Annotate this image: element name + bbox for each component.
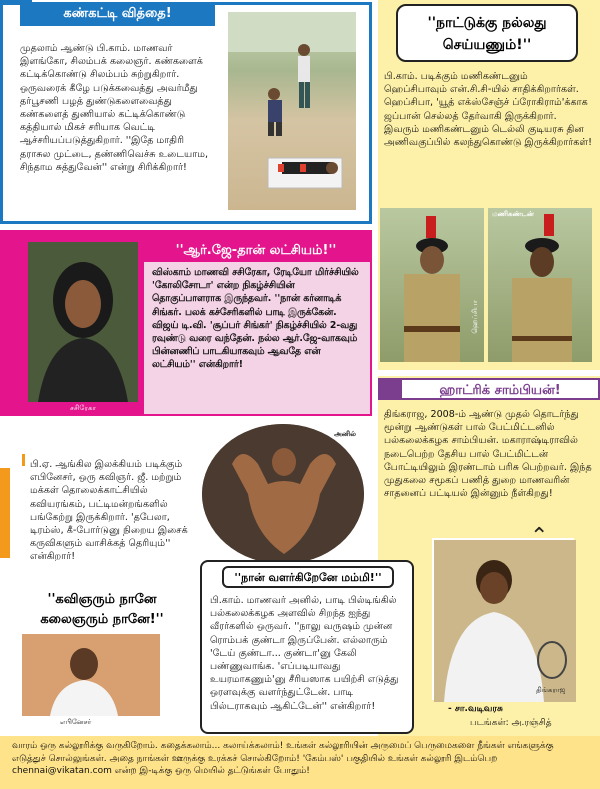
poet-body: பி.ஏ. ஆங்கில இலக்கியம் படிக்கும் எபினேசர், ஒரு கவிஞர். ஜீ. மற்றும் மக்கள் தொலைக்காட்சியில் கவியரங்கம், பட்டிமன்றங்களில் பங்கேற்று இருக்கிறார். 'தபேலா, டிரம்ஸ், கீ-போர்டுனு நிறைய இசைக் கருவிகளும் வாசிக்கத் தெரியும்'' என்கிறார்!	[30, 459, 188, 563]
bodybuilder-caption: அனில்	[334, 430, 356, 438]
cadet-boy-illustration	[488, 208, 592, 362]
bodybuilder-photo	[202, 424, 364, 564]
rj-body: விஸ்காம் மாணவி சசிரேகா, ரேடியோ மிர்ச்சியில் 'கோலிசோடா' என்ற நிகழ்ச்சியின் தொகுப்பாளராக இருந்தவர். ''நான் கர்னாடிக் சிங்கர். பலக் கச்சேரிகளில் பாடி இருக்கேன். விஜய் டி.வி. 'சூப்பர் சிங்கர்' நிகழ்ச்சியில் 2-வது ரவுண்டு வரை வந்தேன். நல்ல ஆர்.ஜே-வாகவும் பின்னணிப் பாடகியாகவும் ஆவதே என் லட்சியம்'' என்கிறார்!	[152, 267, 359, 371]
chevron-up-icon: ⌃	[530, 524, 549, 549]
poet-quote-mark-icon	[22, 454, 28, 466]
poet-quote: ''கவிஞரும் நானே கலைஞரும் நானே!''	[40, 592, 164, 627]
rj-woman-illustration	[28, 242, 138, 402]
bodybuilder-illustration	[202, 424, 364, 564]
ncc-caption-girl: ஹெப்சிபா	[471, 300, 479, 334]
poet-illustration	[22, 634, 160, 716]
rj-title: ''ஆர்.ஜே-தான் லட்சியம்!''	[175, 243, 337, 258]
champion-body: திங்கராஜ, 2008-ம் ஆண்டு முதல் தொடர்ந்து மூன்று ஆண்டுகள் பால் பேட்மிட்டனில் பல்கலைக்கழக சாம்பியன். மகாராஷ்டிராவில் நடைபெற்ற தேசிய பால் பேட்மிட்டன் போட்டியிலும் இரண்டாம் பரிசு பெற்றவர். இந்த முதுகலை சமூகப் பணித் துறை மாணவரின் சாதனைப் பட்டியல் இன்னும் நீள்கிறது!	[384, 409, 592, 500]
champion-title: ஹாட்ரிக் சாம்பியன்!	[400, 378, 600, 400]
ncc-photo-boy	[488, 208, 592, 362]
blindfold-body: முதலாம் ஆண்டு பி.காம். மாணவர் இளங்கோ, சிலம்பக் கலைஞர். கண்களைக் கட்டிக்கொண்டு சிலம்பம் சுற்றுகிறார். ஒருவரைக் கீழே படுக்கவைத்து அவர்மீது தர்பூசணி பழத் துண்டுகளைவைத்து கண்களைத் துணியால் கட்டிக்கொண்டு கத்தியால் மிகச் சரியாக வெட்டி ஆச்சரியப்படுத்துகிறார். ''இதே மாதிரி தராசுல முட்டை, தண்ணிவெச்சு உடையாம, சிந்தாம சுத்துவேன்'' என்று சிரிக்கிறார்!	[20, 43, 209, 173]
performer-illustration	[228, 12, 356, 210]
poet-caption: எபினேசர்	[60, 718, 92, 726]
credits-photos: படங்கள்: அ.ரஞ்சித்	[470, 718, 552, 728]
blindfold-photo	[228, 12, 356, 210]
ncc-photo-girl	[380, 208, 484, 362]
champion-photo	[432, 538, 574, 700]
blindfold-title: கண்கட்டி வித்தை!	[20, 2, 215, 26]
champion-caption: திங்கராஜ	[536, 686, 566, 694]
footer-text: வாரம் ஒரு கல்லூரிக்கு வருகிறோம். கதைக்கலாம்... கலாய்க்கலாம்! உங்கள் கல்லூரியின் அருமைப் பெருமைகளை நீங்கள் எங்களுக்கு எடுத்துச் சொல்லுங்கள். அதை நாங்கள் ஊருக்கு உரக்கச் சொல்கிறோம்! 'கேம்பஸ்' பகுதியில் உங்கள் கல்லூரி இடம்பெற chennai@vikatan.com என்ற இ-டிக்கு ஒரு மெயில் தட்டுங்கள் போதும்!	[12, 741, 554, 776]
bodybuilder-title: ''நான் வளர்கிறேனே மம்மி!''	[222, 566, 394, 588]
credits-byline: - சா.வடிவரசு	[448, 704, 503, 714]
cadet-girl-illustration	[380, 208, 484, 362]
rj-photo	[28, 242, 138, 402]
rj-caption: சசிரேகா	[70, 404, 97, 412]
champion-illustration	[434, 540, 576, 702]
ncc-title: ''நாட்டுக்கு நல்லது செய்யணும்!''	[396, 4, 578, 62]
poet-orange-edge	[0, 468, 10, 558]
bodybuilder-body: பி.காம். மாணவர் அனில், பாடி பில்டிங்கில் பல்கலைக்கழக அளவில் சிறந்த ஐந்து வீரர்களில் ஒருவர். ''நாலு வருஷம் முன்ன ரொம்பக் குண்டா இருப்பேன். எல்லாரும் 'டேய் குண்டா... குண்டா'னு கேலி பண்ணுவாங்க. 'எப்படியாவது உயரமாகணும்'னு சீரியஸாக பயிற்சி எடுத்து ஒரளவுக்கு வளர்ந்துட்டேன். பாடி பில்டராகவும் ஆகிட்டேன்'' என்கிறார்!	[210, 595, 399, 712]
ncc-body: பி.காம். படிக்கும் மணிகண்டனும் ஹெப்சிபாவும் என்.சி.சி-யில் சாதிக்கிறார்கள். ஹெப்சிபா, 'யூத் எக்ஸ்சேஞ்ச் ப்ரோகிராம்'க்காக ஜப்பான் செல்லத் தேர்வாகி இருக்கிறார். இவரும் மணிகண்டனும் டெல்லி குடியரசு தின அணிவகுப்பில் கலந்துகொண்டு இருக்கிறார்கள்!	[384, 71, 592, 149]
ncc-caption-boy: மணிகண்டன்	[492, 210, 534, 218]
poet-photo	[22, 634, 160, 716]
